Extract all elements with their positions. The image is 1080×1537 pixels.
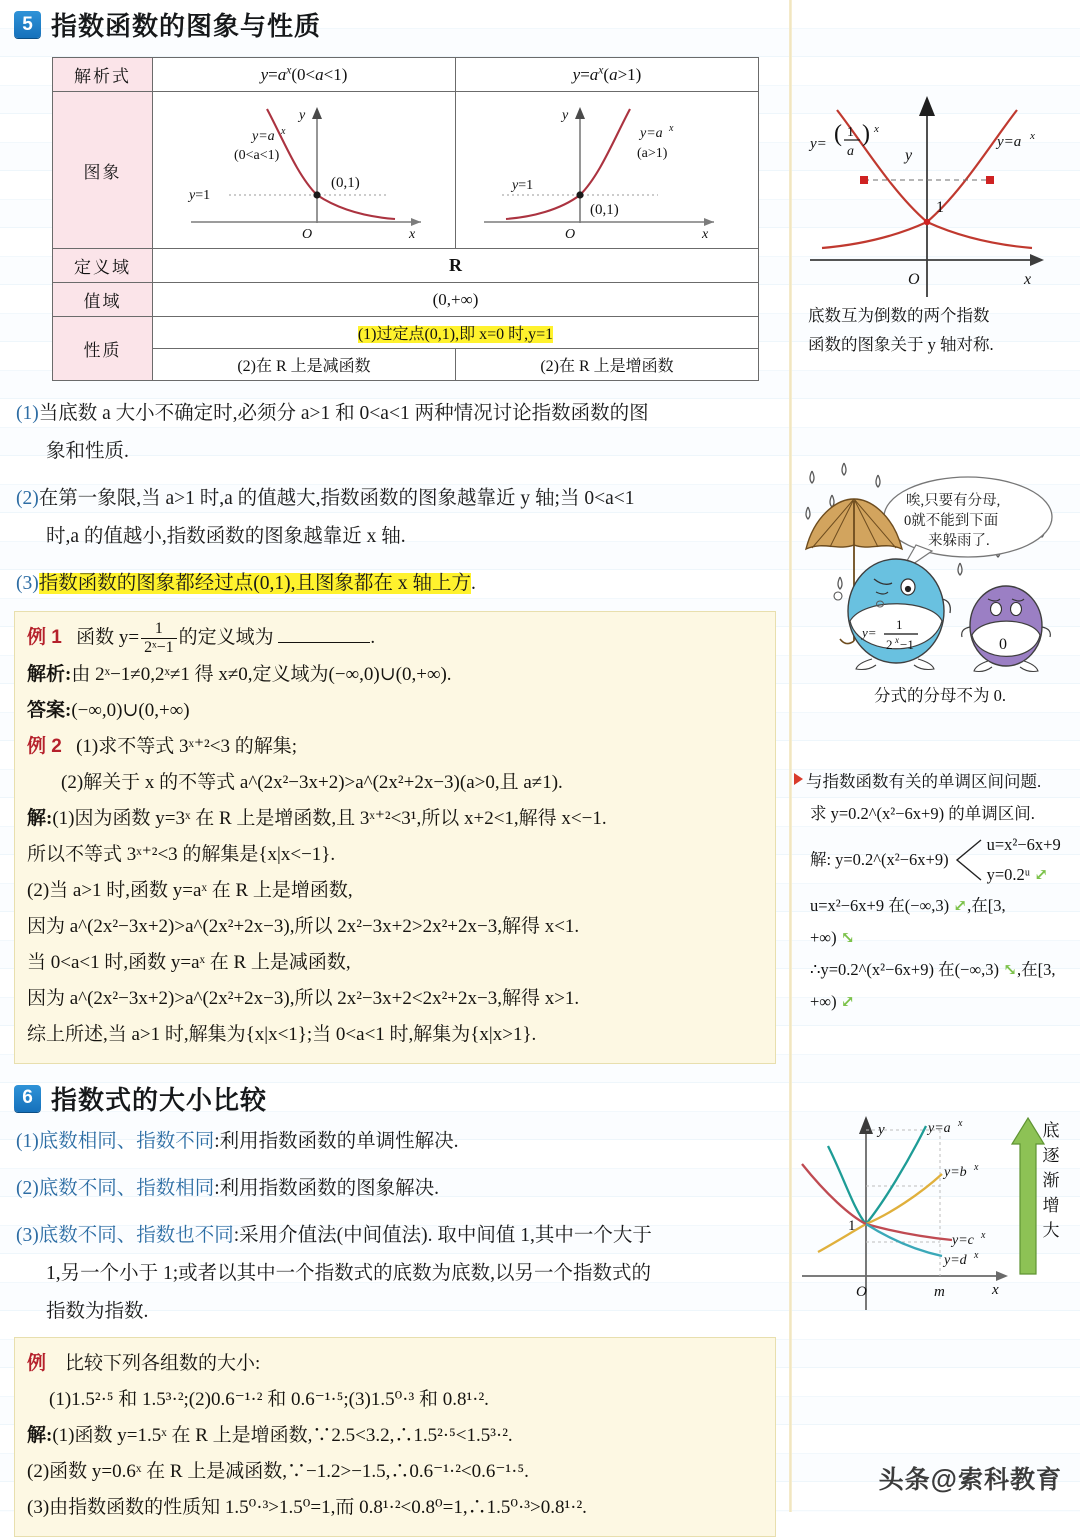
note-6-1-rest: :利用指数函数的单调性解决. xyxy=(214,1130,459,1152)
solution-2-line-1: (1)函数 y=1.5ˣ 在 R 上是增函数,∵2.5<3.2,∴1.5²·⁵<1.5³·². xyxy=(52,1424,513,1446)
note-5-3-label: (3) xyxy=(16,573,39,594)
example-3-solution-line-3: (3)由指数函数的性质知 1.5⁰·³>1.5⁰=1,而 0.8¹·²<0.8⁰=1,∴1.5⁰·³>0.8¹·². xyxy=(27,1496,587,1518)
section-5-title: 指数函数的图象与性质 xyxy=(51,11,322,41)
note-6-3-keyword: 底数不同、指数也不同 xyxy=(38,1224,234,1246)
mono-note-head: 与指数函数有关的单调区间问题. xyxy=(806,772,1042,791)
table-row-graph xyxy=(53,92,759,249)
solution-line-1: (1)因为函数 y=3ˣ 在 R 上是增函数,且 3ˣ⁺²<3¹,所以 x+2<1,解得 x<−1. xyxy=(52,807,607,829)
section-5-badge: 5 xyxy=(14,11,41,38)
reciprocal-bases-graph xyxy=(792,52,1062,297)
blue-blob-label-den: 2 xyxy=(886,637,893,652)
note-6-3-label: (3) xyxy=(16,1224,39,1246)
svg-text:O: O xyxy=(302,227,313,242)
svg-text:1: 1 xyxy=(936,199,944,216)
mono-note-line-5-text: ∴y=0.2^(x²−6x+9) 在(−∞,3) xyxy=(810,960,1000,979)
svg-text:(0,1): (0,1) xyxy=(331,175,360,191)
branch-bracket-icon xyxy=(953,836,983,884)
bubble-line-3: 来躲雨了. xyxy=(928,533,990,549)
axis-label-x: x xyxy=(992,1282,999,1298)
svg-text:x: x xyxy=(1024,271,1032,288)
exponential-function-properties-table xyxy=(52,57,759,381)
svg-text:x: x xyxy=(281,126,286,137)
svg-text:y=a: y=a xyxy=(640,126,663,141)
mono-note-line-1: 求 y=0.2^(x²−6x+9) 的单调区间. xyxy=(810,804,1035,823)
note-6-3 xyxy=(16,1217,776,1255)
analysis-label: 解析: xyxy=(27,663,72,685)
example-box-2 xyxy=(14,1337,776,1537)
watermark-name: 索科教育 xyxy=(957,1466,1062,1494)
range-value: (0,+∞) xyxy=(153,283,759,317)
mono-note-line-6 xyxy=(810,986,1074,1018)
curve-label-a: y=a xyxy=(928,1121,951,1136)
svg-text:x: x xyxy=(981,1230,986,1241)
note-5-2-line-a: 在第一象限,当 a>1 时,a 的值越大,指数函数的图象越靠近 y 轴;当 0<a<1 xyxy=(38,488,635,509)
graph-cell-decreasing xyxy=(153,92,456,249)
figure-base-comparison xyxy=(792,1106,1080,1316)
mono-note-line-3-text: u=x²−6x+9 在(−∞,3) xyxy=(810,896,950,915)
note-6-1 xyxy=(16,1123,776,1161)
example-2-question-1 xyxy=(27,729,763,765)
up-arrow-icon-2: ⤡ xyxy=(1003,960,1017,979)
example-1-analysis xyxy=(27,657,763,693)
example-3-prompt xyxy=(27,1346,763,1382)
analytic-right-cell: $y=a^x(a>1)$ xyxy=(456,58,759,92)
axis-tick-m: m xyxy=(934,1284,945,1300)
umbrella-rain-cartoon xyxy=(792,459,1070,679)
example-2-tag: 例 2 xyxy=(27,735,62,757)
bubble-line-1: 唉,只要有分母, xyxy=(906,493,1001,509)
example-box-1 xyxy=(14,611,776,1064)
svg-text:(: ( xyxy=(834,121,842,147)
mono-note-line-3 xyxy=(810,890,1074,922)
curve-label-d: y=d xyxy=(944,1253,967,1268)
note-6-1-keyword: 底数相同、指数不同 xyxy=(38,1130,215,1152)
figure-reciprocal-caption-line1: 底数互为倒数的两个指数 xyxy=(808,306,990,325)
svg-text:y=a: y=a xyxy=(997,134,1022,150)
svg-text:y=1: y=1 xyxy=(189,188,211,203)
svg-text:O: O xyxy=(908,271,920,288)
table-row-range xyxy=(53,283,759,317)
fraction-denominator: 2ˣ−1 xyxy=(144,638,174,656)
cartoon-illustration xyxy=(792,459,1080,710)
row-label-graph: 图象 xyxy=(53,92,153,249)
svg-text:(a>1): (a>1) xyxy=(637,146,668,161)
example-1-answer xyxy=(27,693,763,729)
property-2-left-cell: (2)在 R 上是减函数 xyxy=(153,349,456,381)
example-2-solution-line-6: 因为 a^(2x²−3x+2)>a^(2x²+2x−3),所以 2x²−3x+2<2x²+2x−3,解得 x>1. xyxy=(27,987,580,1009)
note-5-3-highlight: 指数函数的图象都经过点(0,1),且图象都在 x 轴上方 xyxy=(38,573,471,594)
watermark-prefix: 头条 xyxy=(878,1466,931,1494)
svg-text:x: x xyxy=(974,1162,979,1173)
mono-note-head-line xyxy=(806,766,1074,798)
svg-text:1: 1 xyxy=(847,125,854,140)
svg-text:x: x xyxy=(874,123,879,135)
arrow-vertical-caption: 底 逐 渐 增 大 xyxy=(1042,1121,1060,1240)
section-6-heading xyxy=(0,1080,790,1117)
mono-note-line-2: y=0.2^(x²−6x+9) xyxy=(835,850,949,869)
answer-text: (−∞,0)∪(0,+∞) xyxy=(71,699,190,721)
note-6-3-rest: :采用介值法(中间值法). 取中间值 1,其中一个大于 xyxy=(233,1224,652,1246)
purple-blob-label: 0 xyxy=(999,636,1007,653)
decreasing-exponential-graph xyxy=(159,97,449,243)
svg-text:x: x xyxy=(669,123,674,134)
base-comparison-graph xyxy=(792,1106,1070,1316)
branch-bottom xyxy=(987,860,1061,890)
monotonic-interval-note xyxy=(792,766,1080,1018)
svg-text:y: y xyxy=(299,108,306,123)
property-2-right-cell: (2)在 R 上是增函数 xyxy=(456,349,759,381)
watermark-at: @ xyxy=(930,1464,958,1494)
mono-note-branch xyxy=(810,830,1074,890)
svg-text:): ) xyxy=(862,121,870,147)
note-6-3-cont-2: 指数为指数. xyxy=(46,1300,149,1322)
svg-text:(0,1): (0,1) xyxy=(590,202,619,218)
solution-2-label: 解: xyxy=(27,1424,53,1446)
example-3-items: (1)1.5²·⁵ 和 1.5³·²;(2)0.6⁻¹·² 和 0.6⁻¹·⁵;(3)1.5⁰·³ 和 0.8¹·². xyxy=(49,1388,489,1410)
branch-bottom-text: y=0.2ᵘ xyxy=(986,865,1031,884)
table-row-property-1 xyxy=(53,317,759,349)
watermark xyxy=(879,1460,1062,1496)
curve-label-b: y=b xyxy=(944,1165,967,1180)
example-2-question-2: (2)解关于 x 的不等式 a^(2x²−3x+2)>a^(2x²+2x−3)(a>0,且 a≠1). xyxy=(61,771,563,793)
svg-text:x: x xyxy=(895,635,899,645)
note-6-2-rest: :利用指数函数的图象解决. xyxy=(214,1177,440,1199)
svg-text:(0<a<1): (0<a<1) xyxy=(234,148,280,163)
example-1-text-c: . xyxy=(370,627,376,649)
note-6-2 xyxy=(16,1170,776,1208)
svg-text:x: x xyxy=(958,1118,963,1129)
note-6-1-label: (1) xyxy=(16,1130,39,1152)
fraction-numerator: 1 xyxy=(141,620,177,639)
down-arrow-icon-2: ⤢ xyxy=(953,896,968,915)
svg-text:y=1: y=1 xyxy=(512,178,534,193)
svg-text:x: x xyxy=(409,227,416,242)
property-1-text: (1)过定点(0,1),即 x=0 时,y=1 xyxy=(357,326,554,343)
table-row-property-2 xyxy=(53,349,759,381)
mono-note-line-5b: ,在[3, xyxy=(1016,960,1056,979)
figure-reciprocal-caption-line2: 函数的图象关于 y 轴对称. xyxy=(808,335,994,354)
example-1-tag: 例 1 xyxy=(27,627,62,649)
note-5-3-tail: . xyxy=(471,573,476,594)
right-margin-column xyxy=(792,0,1080,1512)
branch-top: u=x²−6x+9 xyxy=(986,835,1061,854)
note-5-1-cont: 象和性质. xyxy=(46,441,129,462)
graph-cell-increasing xyxy=(456,92,759,249)
svg-text:y=a: y=a xyxy=(252,129,275,144)
bubble-line-2: 0就不能到下面 xyxy=(904,513,999,529)
table-row-domain xyxy=(53,249,759,283)
figure-reciprocal-bases xyxy=(792,52,1080,359)
svg-text:O: O xyxy=(565,227,576,242)
note-5-3 xyxy=(16,565,776,603)
property-1-cell xyxy=(153,317,759,349)
analytic-left-cell: $y=a^x(0<a<1)$ xyxy=(153,58,456,92)
row-label-domain: 定义域 xyxy=(53,249,153,283)
curve-label-c: y=c xyxy=(952,1233,974,1248)
mono-note-line-4 xyxy=(810,922,1074,954)
svg-text:a: a xyxy=(847,144,854,159)
note-5-1 xyxy=(16,395,776,433)
example-3-prompt-text: 比较下列各组数的大小: xyxy=(65,1352,261,1374)
solution-label: 解: xyxy=(27,807,53,829)
mono-note-line-3b: ,在[3, xyxy=(967,896,1006,915)
row-label-analytic: 解析式 xyxy=(53,58,153,92)
analysis-text: 由 2ˣ−1≠0,2ˣ≠1 得 x≠0,定义域为(−∞,0)∪(0,+∞). xyxy=(71,663,452,685)
up-arrow-icon-1: ⤡ xyxy=(840,928,855,947)
answer-label: 答案: xyxy=(27,699,72,721)
example-3-solution-line-1 xyxy=(27,1418,763,1454)
down-arrow-icon-3: ⤢ xyxy=(840,992,855,1011)
mono-note-line-6-text: +∞) xyxy=(810,992,837,1011)
example-1-text-a: 函数 y= xyxy=(76,627,140,649)
note-5-2-cont: 时,a 的值越小,指数函数的图象越靠近 x 轴. xyxy=(46,526,406,547)
example-2-solution-line-5: 当 0<a<1 时,函数 y=aˣ 在 R 上是减函数, xyxy=(27,951,351,973)
example-3-solution-line-2: (2)函数 y=0.6ˣ 在 R 上是减函数,∵−1.2>−1.5,∴0.6⁻¹·²<0.6⁻¹·⁵. xyxy=(27,1460,529,1482)
axis-label-origin: O xyxy=(856,1284,867,1300)
down-arrow-icon-1: ⤢ xyxy=(1034,865,1049,884)
svg-text:−1: −1 xyxy=(900,637,914,652)
triangle-bullet-icon xyxy=(794,773,803,785)
example-2-solution-line-4: 因为 a^(2x²−3x+2)>a^(2x²+2x−3),所以 2x²−3x+2>2x²+2x−3,解得 x<1. xyxy=(27,915,580,937)
note-5-2-label: (2) xyxy=(16,488,39,509)
section-5-heading xyxy=(0,6,790,43)
axis-value-one: 1 xyxy=(848,1218,856,1234)
section-6-badge: 6 xyxy=(14,1085,41,1112)
row-label-property: 性质 xyxy=(53,317,153,381)
increasing-exponential-graph xyxy=(462,97,752,243)
axis-label-y: y xyxy=(878,1122,885,1138)
svg-text:x: x xyxy=(1030,130,1035,142)
branch-labels xyxy=(987,830,1061,890)
note-5-1-line-a: 当底数 a 大小不确定时,必须分 a>1 和 0<a<1 两种情况讨论指数函数的图 xyxy=(38,403,649,424)
answer-blank xyxy=(278,642,370,643)
svg-text:y=: y= xyxy=(810,136,827,152)
domain-value: R xyxy=(153,249,759,283)
svg-text:y: y xyxy=(905,147,913,164)
blue-blob-label-y: y= xyxy=(862,625,877,640)
note-5-1-label: (1) xyxy=(16,403,39,424)
table-row-analytic xyxy=(53,58,759,92)
note-6-2-label: (2) xyxy=(16,1177,39,1199)
svg-text:x: x xyxy=(702,227,709,242)
blue-blob-label-num: 1 xyxy=(896,617,903,632)
mono-note-line-5 xyxy=(810,954,1074,986)
example-2-q1: (1)求不等式 3ˣ⁺²<3 的解集; xyxy=(76,735,297,757)
example-1-fraction xyxy=(141,620,177,657)
note-5-2 xyxy=(16,480,776,518)
mono-note-solution-label: 解: xyxy=(810,850,832,869)
example-1-question xyxy=(27,620,763,657)
example-3-tag: 例 xyxy=(27,1352,47,1374)
example-1-text-b: 的定义域为 xyxy=(178,627,274,649)
row-label-range: 值域 xyxy=(53,283,153,317)
example-2-solution-line-7: 综上所述,当 a>1 时,解集为{x|x<1};当 0<a<1 时,解集为{x|x>1}. xyxy=(27,1023,537,1045)
note-6-2-keyword: 底数不同、指数相同 xyxy=(38,1177,215,1199)
mono-note-line-4-text: +∞) xyxy=(810,928,837,947)
svg-text:y: y xyxy=(562,108,569,123)
cartoon-caption: 分式的分母不为 0. xyxy=(874,686,1006,705)
example-2-solution-line-3: (2)当 a>1 时,函数 y=aˣ 在 R 上是增函数, xyxy=(27,879,353,901)
section-6-title: 指数式的大小比较 xyxy=(51,1084,268,1115)
note-6-3-cont-1: 1,另一个小于 1;或者以其中一个指数式的底数为底数,以另一个指数式的 xyxy=(46,1262,652,1284)
svg-text:x: x xyxy=(974,1250,979,1261)
example-2-solution-line-2: 所以不等式 3ˣ⁺²<3 的解集是{x|x<−1}. xyxy=(27,843,336,865)
example-2-solution-line-1 xyxy=(27,801,763,837)
